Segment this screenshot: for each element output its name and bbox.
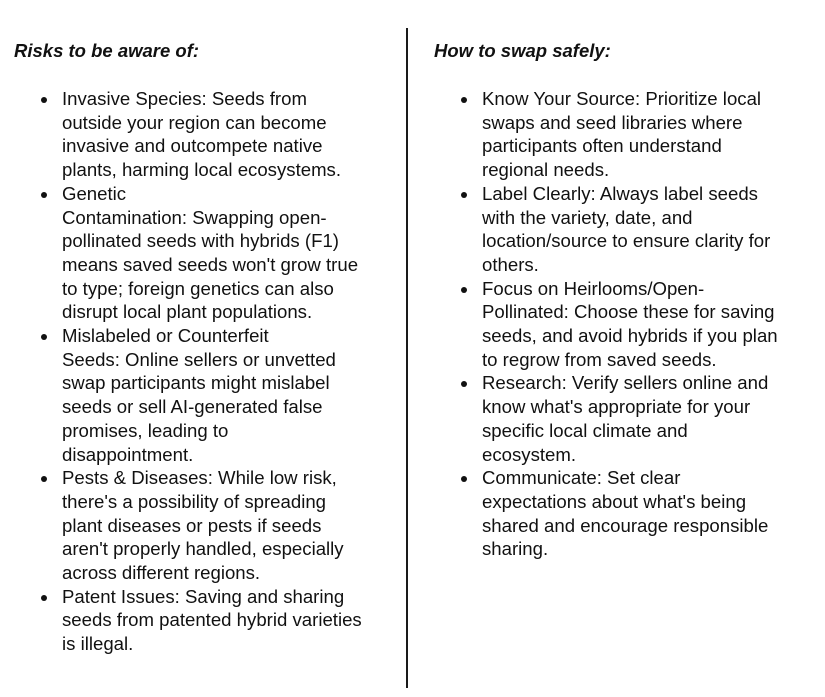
list-item-text-line: plants, harming local ecosystems. — [62, 159, 342, 181]
list-item-text-line: Invasive Species: Seeds from — [62, 88, 307, 109]
list-item-text-line: swaps and seed libraries where — [482, 111, 743, 133]
list-item — [14, 324, 362, 466]
list-item-text-line: disappointment. — [62, 443, 194, 465]
risks-heading: Risks to be aware of: — [14, 40, 200, 61]
list-item-text-line: participants often understand — [482, 135, 722, 157]
bullet-icon — [41, 192, 47, 198]
safety-heading: How to swap safely: — [434, 40, 611, 61]
list-item — [14, 585, 362, 656]
bullet-icon — [41, 476, 47, 482]
list-item-text-line: Patent Issues: Saving and sharing — [62, 585, 345, 607]
list-item-text-line: across different regions. — [62, 562, 261, 584]
list-item-text-line: regional needs. — [482, 159, 610, 181]
list-item-text-line: Communicate: Set clear — [482, 467, 681, 489]
list-item-text-line: means saved seeds won't grow true — [62, 253, 359, 275]
bullet-icon — [461, 97, 467, 103]
list-item-text-line: Seeds: Online sellers or unvetted — [62, 348, 336, 370]
list-item-text-line: seeds, and avoid hybrids if you plan — [482, 325, 778, 347]
list-item-text-line: to regrow from saved seeds. — [482, 348, 717, 370]
list-item — [14, 87, 362, 182]
list-item-text-line: Research: Verify sellers online and — [482, 372, 769, 394]
list-item-text-line: specific local climate and — [482, 419, 688, 441]
bullet-icon — [461, 192, 467, 198]
list-item-text-line: plant diseases or pests if seeds — [62, 514, 322, 536]
list-item-text-line: Pests & Diseases: While low risk, — [62, 467, 337, 489]
list-item-text-line: Genetic — [62, 182, 127, 204]
list-item-text-line: disrupt local plant populations. — [62, 301, 313, 323]
bullet-icon — [41, 97, 47, 103]
list-item-text-line: shared and encourage responsible — [482, 514, 769, 536]
list-item-text-line: seeds or sell AI-generated false — [62, 396, 323, 418]
list-item-text-line: is illegal. — [62, 633, 134, 655]
list-item-text-line: Focus on Heirlooms/Open- — [482, 277, 705, 299]
list-item — [434, 87, 778, 182]
bullet-icon — [41, 334, 47, 340]
list-item — [434, 466, 778, 561]
list-item-text-line: with the variety, date, and — [482, 206, 693, 228]
list-item — [434, 371, 778, 466]
list-item-text-line: Contamination: Swapping open- — [62, 206, 327, 228]
list-item — [434, 182, 778, 277]
list-item-text-line: ecosystem. — [482, 443, 577, 465]
list-item-text-line: there's a possibility of spreading — [62, 490, 327, 512]
list-item-text-line: others. — [482, 253, 539, 275]
risks-list — [14, 87, 362, 656]
list-item-text-line: sharing. — [482, 538, 549, 560]
bullet-icon — [461, 287, 467, 293]
list-item-text-line: seeds from patented hybrid varieties — [62, 609, 362, 631]
list-item-text-line: pollinated seeds with hybrids (F1) — [62, 230, 339, 252]
bullet-icon — [41, 595, 47, 601]
list-item-text-line: know what's appropriate for your — [482, 396, 751, 418]
list-item-text-line: invasive and outcompete native — [62, 135, 323, 157]
bullet-icon — [461, 476, 467, 482]
list-item-text-line: aren't properly handled, especially — [62, 538, 344, 560]
list-item — [14, 182, 362, 324]
list-item-text-line: Mislabeled or Counterfeit — [62, 325, 269, 347]
list-item-text-line: Know Your Source: Prioritize local — [482, 88, 762, 109]
list-item-text-line: outside your region can become — [62, 111, 327, 133]
safety-list — [434, 87, 778, 561]
list-item — [434, 277, 778, 372]
list-item — [14, 466, 362, 585]
column-divider — [406, 28, 408, 688]
list-item-text-line: promises, leading to — [62, 419, 229, 441]
list-item-text-line: to type; foreign genetics can also — [62, 277, 334, 299]
list-item-text-line: Pollinated: Choose these for saving — [482, 301, 775, 323]
list-item-text-line: Label Clearly: Always label seeds — [482, 182, 758, 204]
list-item-text-line: swap participants might mislabel — [62, 372, 330, 394]
list-item-text-line: location/source to ensure clarity for — [482, 230, 771, 252]
bullet-icon — [461, 381, 467, 387]
list-item-text-line: expectations about what's being — [482, 490, 747, 512]
